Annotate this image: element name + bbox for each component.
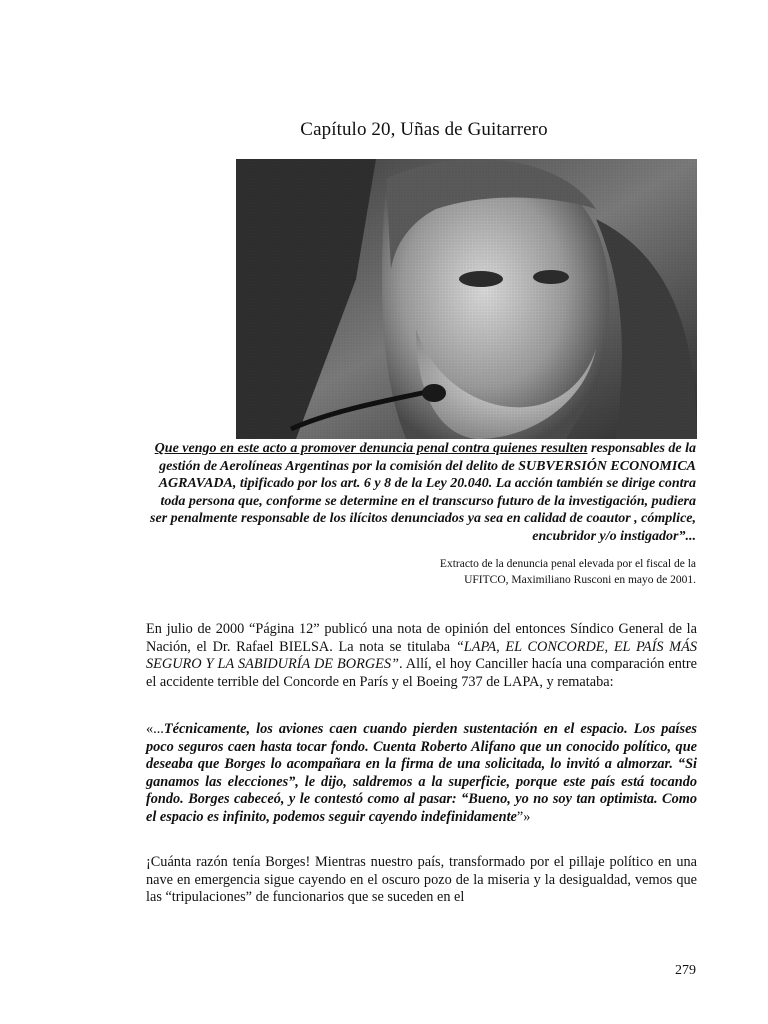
epigraph-source-line: UFITCO, Maximiliano Rusconi en mayo de 2001. <box>464 573 696 586</box>
body-paragraph: ¡Cuánta razón tenía Borges! Mientras nuestro país, transformado por el pillaje político en una nave en emergencia sigue cayendo en el oscuro pozo de la miseria y la desigualdad, vemos que las “tripulaciones” de funcionarios que se suceden en el <box>146 854 697 905</box>
epigraph-text: responsables de la gestión de Aerolíneas Argentinas por la comisión del delito de SUBVERSIÓN ECONOMICA AGRAVADA, tipificado por los art. 6 y 8 de la Ley 20.040. La acción también se dirige contra toda persona que, conforme se determine en el transcurso futuro de la investigación, pudiera ser penalmente responsable de los ilícitos denunciados ya sea en calidad de coautor , cómplice, encubridor y/o instigador”... <box>150 441 696 544</box>
epigraph-lead: Que vengo en este acto a promover denuncia penal contra quienes resulten <box>154 441 588 456</box>
chapter-title: Capítulo 20, Uñas de Guitarrero <box>300 119 548 140</box>
body-paragraph: En julio de 2000 “Página 12” publicó una nota de opinión del entonces Síndico General de la Nación, el Dr. Rafael BIELSA. La nota se titulaba “LAPA, EL CONCORDE, EL PAÍS MÁS SEGURO Y LA SABIDURÍA DE BORGES”. Allí, el hoy Canciller hacía una comparación entre el accidente terrible del Concorde en París y el Boeing 737 de LAPA, y remataba: <box>146 621 698 690</box>
epigraph-quote <box>140 440 696 545</box>
borges-quote-paragraph: «...Técnicamente, los aviones caen cuando pierden sustentación en el espacio. Los países poco seguros caen hasta tocar fondo. Cuenta Roberto Alifano que un conocido político, que deseaba que Borges lo acompañara en la firma de una solicitada, lo invitó a almorzar. “Si ganamos las elecciones”, le dijo, saldremos a la superficie, porque este país está tocando fondo. Borges cabeceó, y le contestó como al pasar: “Bueno, yo no soy tan optimista. Como el espacio es infinito, podemos seguir cayendo indefinidamente”» <box>146 721 697 825</box>
article-title: “LAPA, EL CONCORDE, EL PAÍS MÁS SEGURO Y LA SABIDURÍA DE BORGES” <box>146 638 697 672</box>
epigraph-source-line: Extracto de la denuncia penal elevada por el fiscal de la <box>439 558 696 570</box>
page-number: 279 <box>675 963 696 978</box>
epigraph-source <box>360 557 696 588</box>
portrait-photo <box>236 159 697 439</box>
